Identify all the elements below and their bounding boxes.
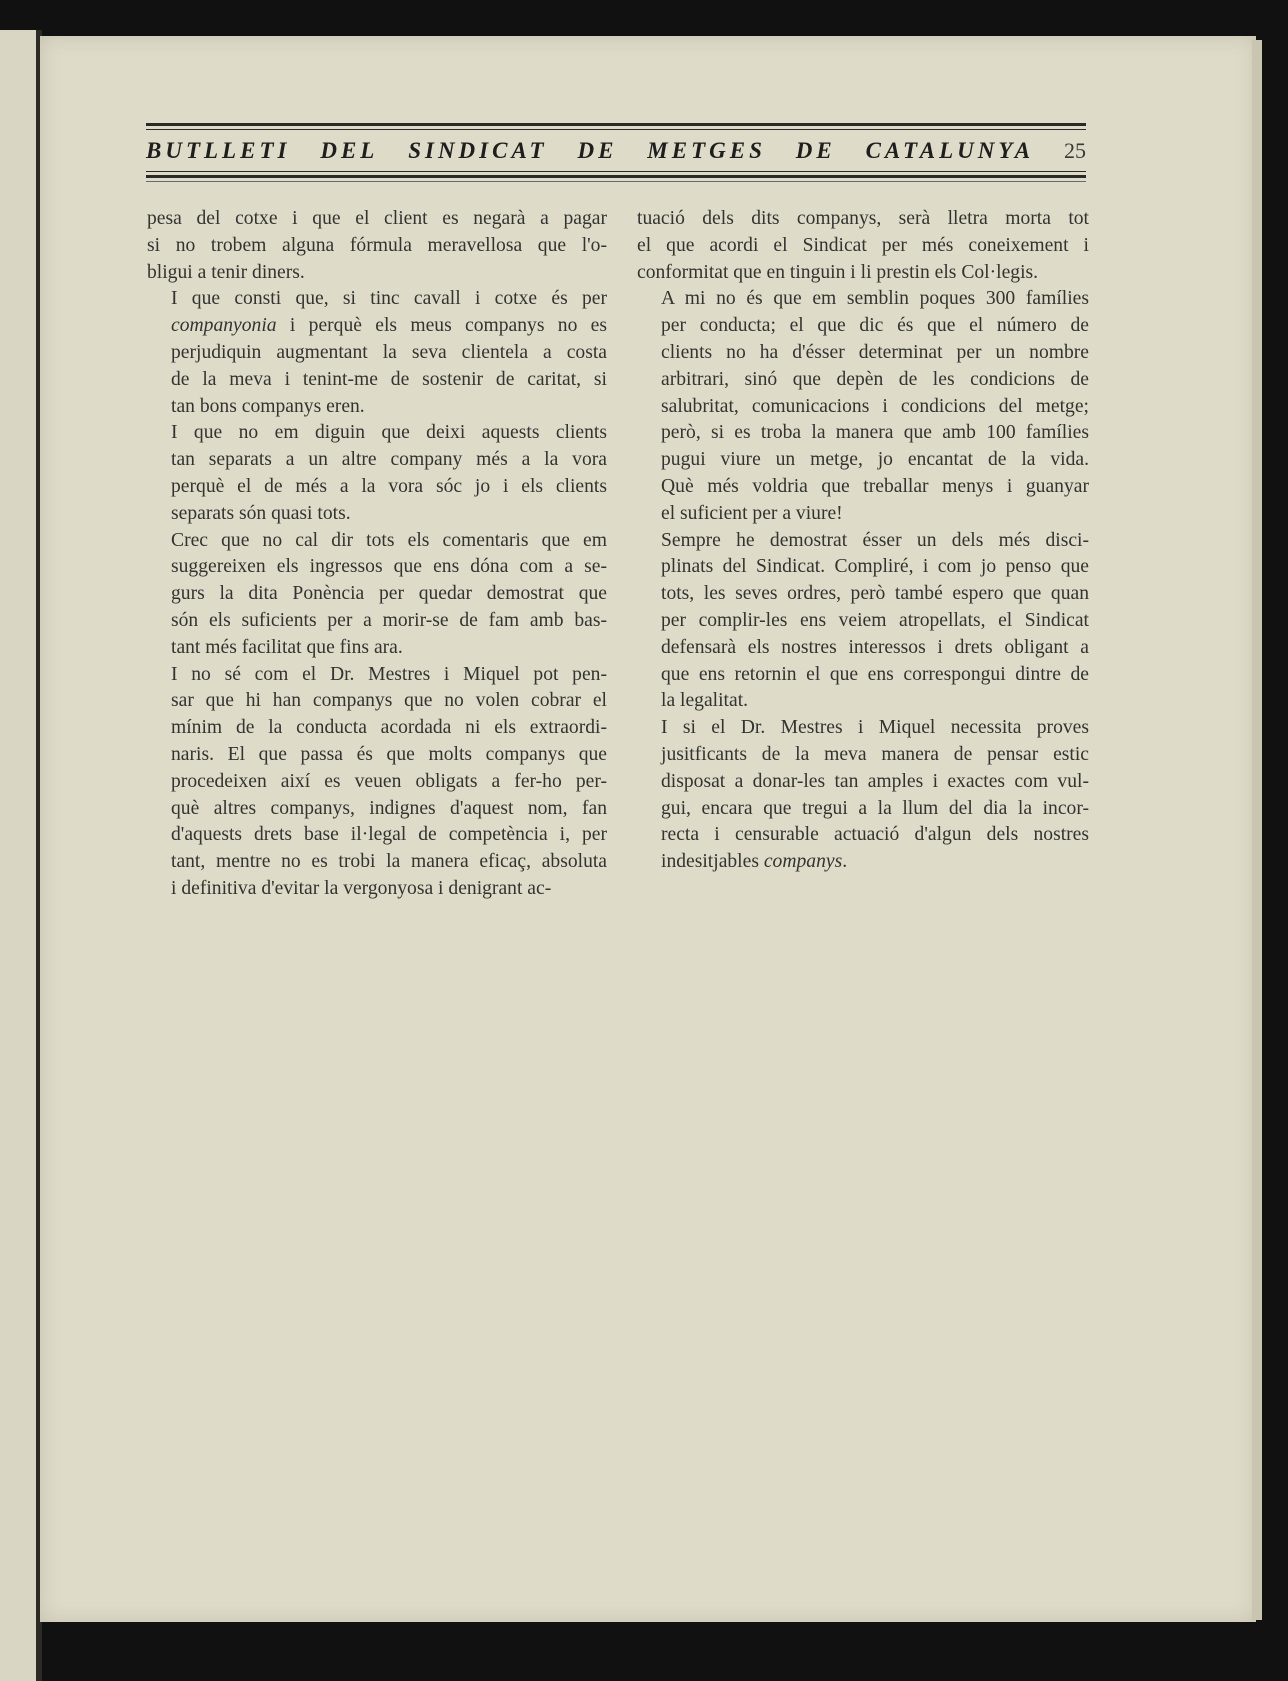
text-line: disposat a donar-les tan amples i exactes com vul- [661, 770, 1089, 792]
text-line: procedeixen així es veuen obligats a fer-ho per- [171, 770, 607, 792]
paragraph [147, 528, 607, 662]
text-line: tant més facilitat que fins ara. [171, 636, 403, 658]
text-line: jusitficants de la meva manera de pensar estic [661, 743, 1089, 765]
text-line: separats són quasi tots. [171, 502, 351, 524]
paragraph [147, 420, 607, 527]
text-line: la legalitat. [661, 690, 749, 712]
header-rule-top-thick [146, 123, 1086, 126]
text-line: que ens retornin el que ens correspongui dintre de [661, 663, 1089, 685]
header-word: DEL [320, 138, 379, 163]
text-column-left [147, 206, 607, 903]
text-line: són els suficients per a morir-se de fam amb bas- [171, 609, 607, 631]
header-rule-bottom-short [146, 181, 1086, 182]
text-line: recta i censurable actuació d'algun dels nostres [661, 824, 1089, 846]
text-line: el suficient per a viure! [661, 502, 843, 524]
text-line: tan bons companys eren. [171, 395, 365, 417]
paragraph [147, 206, 607, 286]
text-line: sar que hi han companys que no volen cobrar el [171, 690, 607, 712]
header-word: METGES [647, 138, 766, 163]
paragraph [637, 206, 1089, 286]
paragraph [637, 286, 1089, 527]
text-line: Què més voldria que treballar menys i guanyar [661, 475, 1089, 497]
text-line: gurs la dita Ponència per quedar demostrat que [171, 583, 607, 605]
text-line: pugui viure un metge, jo encantat de la vida. [661, 449, 1089, 471]
header-word: CATALUNYA [865, 138, 1035, 163]
text-line: tuació dels dits companys, serà lletra morta tot [637, 208, 1089, 229]
text-line: gui, encara que tregui a la llum del dia la incor- [661, 797, 1089, 819]
text-line: bligui a tenir diners. [147, 261, 305, 283]
text-line: Sempre he demostrat ésser un dels més disci- [661, 529, 1089, 551]
text-line: i definitiva d'evitar la vergonyosa i denigrant ac- [171, 877, 552, 899]
text-line: per conducta; el que dic és que el número de [661, 315, 1089, 337]
paragraph [147, 662, 607, 903]
header-word: DE [577, 138, 618, 163]
text-line: si no trobem alguna fórmula meravellosa que l'o- [147, 234, 607, 256]
text-line: suggereixen els ingressos que ens dóna com a se- [171, 556, 607, 578]
text-line: naris. El que passa és que molts companys que [171, 743, 607, 765]
header-word: SINDICAT [408, 138, 548, 163]
text-line: mínim de la conducta acordada ni els extraordi- [171, 717, 607, 739]
paragraph [637, 715, 1089, 876]
header-rule-bottom-thick [146, 175, 1086, 178]
text-line: tots, les seves ordres, però també espero que quan [661, 583, 1089, 605]
paragraph [147, 286, 607, 420]
facing-page-edge [0, 30, 38, 1681]
text-line: de la meva i tenint-me de sostenir de caritat, si [171, 368, 607, 390]
header-rule-top-thin [146, 129, 1086, 130]
text-line: d'aquests drets base il·legal de competència i, per [171, 824, 607, 846]
paragraph [637, 528, 1089, 716]
text-line: perquè el de més a la vora sóc jo i els clients [171, 475, 607, 497]
text-line: conformitat que en tinguin i li prestin els Col·legis. [637, 261, 1039, 283]
text-line: perjudiquin augmentant la seva clientela a costa [171, 341, 607, 363]
header-word: BUTLLETI [146, 138, 291, 163]
text-line: companyonia i perquè els meus companys no es [171, 315, 607, 337]
text-line: I si el Dr. Mestres i Miquel necessita proves [661, 717, 1089, 739]
header-word: DE [795, 138, 836, 163]
text-line: defensarà els nostres interessos i drets obligant a [661, 636, 1089, 658]
text-line: el que acordi el Sindicat per més coneixement i [637, 234, 1089, 256]
text-line: tan separats a un altre company més a la vora [171, 449, 607, 471]
running-header [146, 138, 1086, 168]
text-line: arbitrari, sinó que depèn de les condicions de [661, 368, 1089, 390]
header-rule-bottom-thin [146, 171, 1086, 172]
text-line: tant, mentre no es trobi la manera eficaç, absoluta [171, 851, 607, 873]
text-line: Crec que no cal dir tots els comentaris que em [171, 529, 607, 551]
text-line: què altres companys, indignes d'aquest nom, fan [171, 797, 607, 819]
text-line: I no sé com el Dr. Mestres i Miquel pot pen- [171, 663, 607, 685]
text-line: però, si es troba la manera que amb 100 famílies [661, 422, 1089, 444]
text-line: I que no em diguin que deixi aquests clients [171, 422, 607, 444]
text-line: indesitjables companys. [661, 851, 848, 873]
page-edge [1252, 40, 1262, 1620]
text-line: I que consti que, si tinc cavall i cotxe és per [171, 288, 607, 310]
text-line: per complir-les ens veiem atropellats, el Sindicat [661, 609, 1089, 631]
text-line: A mi no és que em semblin poques 300 famílies [661, 288, 1089, 310]
text-line: salubritat, comunicacions i condicions del metge; [661, 395, 1089, 417]
page-number: 25 [1063, 138, 1086, 163]
text-line: clients no ha d'ésser determinat per un nombre [661, 341, 1089, 363]
text-column-right [637, 206, 1089, 876]
text-line: pesa del cotxe i que el client es negarà a pagar [147, 208, 607, 229]
text-line: plinats del Sindicat. Compliré, i com jo penso que [661, 556, 1089, 578]
